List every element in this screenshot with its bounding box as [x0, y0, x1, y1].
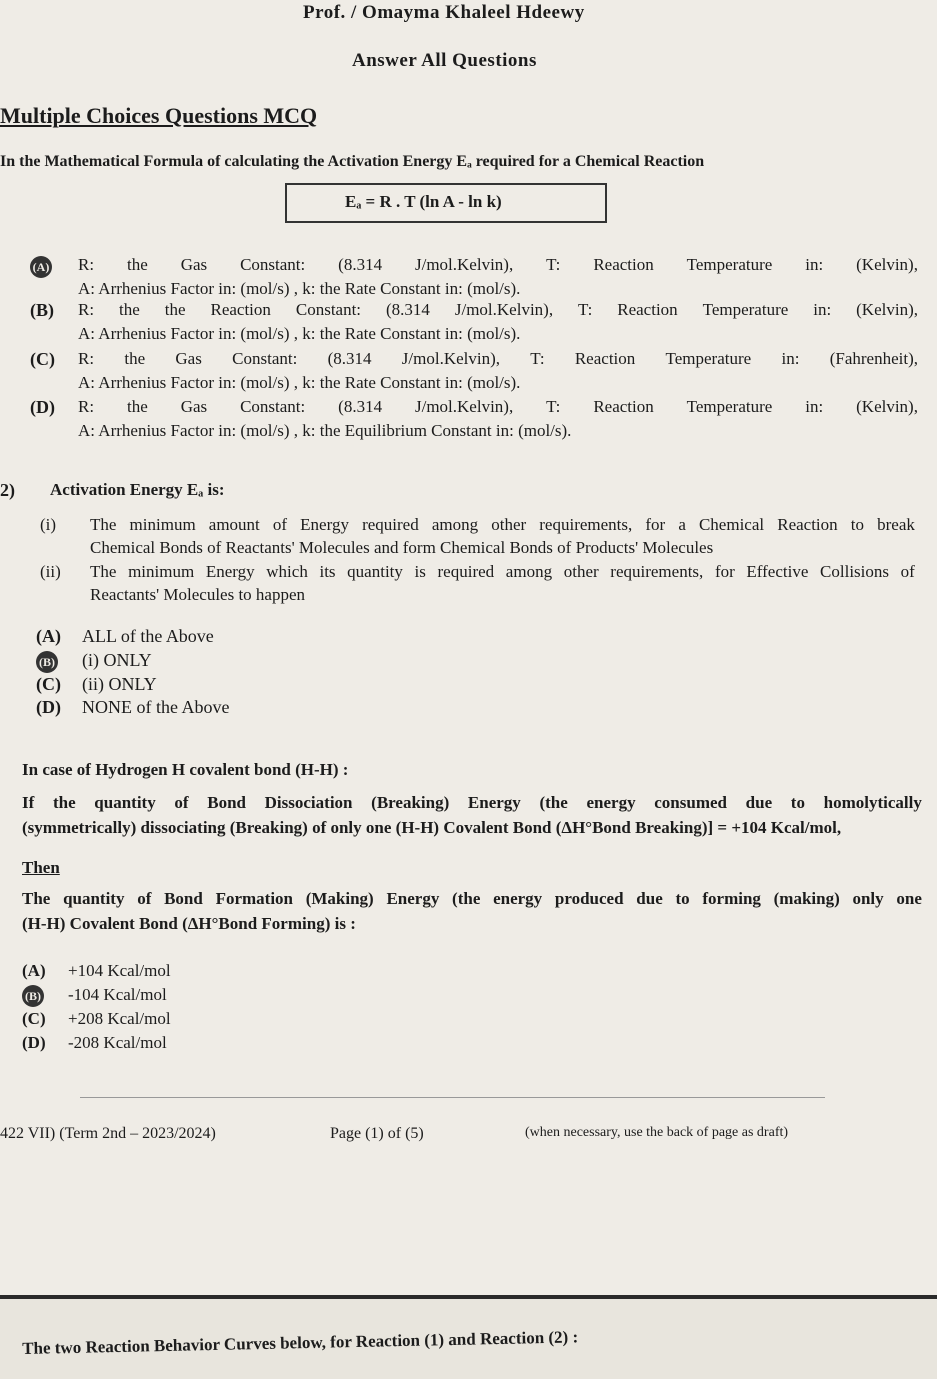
word: Effective — [746, 562, 809, 581]
q2-title: Activation Energy Eₐ is: — [50, 480, 225, 499]
word: to — [675, 889, 690, 908]
word: Dissociation — [264, 793, 353, 812]
option-line-1 — [78, 397, 918, 417]
option-word: R: — [78, 255, 95, 274]
option-letter: (C) — [36, 674, 61, 694]
word: minimum — [129, 515, 196, 534]
option-text: (ii) ONLY — [82, 674, 157, 694]
word: of — [174, 793, 189, 812]
option-word: J/mol.Kelvin), — [401, 349, 501, 368]
word: (Breaking) — [371, 793, 450, 812]
word: If — [22, 793, 35, 812]
statement-line-1 — [90, 515, 915, 535]
word: produced — [554, 889, 624, 908]
word: quantity — [347, 562, 403, 581]
option-letter — [36, 650, 82, 673]
selected-mark-icon: (B) — [36, 651, 58, 673]
word: its — [319, 562, 336, 581]
q3-paragraph-1-line-1 — [22, 793, 922, 813]
option-letter: (A) — [22, 961, 46, 980]
word: (making) — [773, 889, 840, 908]
option-word: (8.314 — [327, 349, 372, 368]
option-word: the — [126, 255, 148, 274]
word: due — [745, 793, 773, 812]
word: quantity — [94, 793, 156, 812]
word: break — [877, 515, 915, 534]
q3-paragraph-1-line-2: (symmetrically) dissociating (Breaking) of only one (H-H) Covalent Bond (ΔH°Bond Breaking)] = +104 Kcal/mol, — [22, 818, 842, 837]
word: energy — [493, 889, 543, 908]
statement-line-2: Chemical Bonds of Reactants' Molecules and form Chemical Bonds of Products' Molecules — [90, 538, 714, 557]
option-letter — [30, 255, 52, 278]
word: which — [266, 562, 308, 581]
option-letter — [22, 985, 68, 1007]
word: Energy — [467, 793, 521, 812]
option-word: Reaction — [617, 300, 678, 319]
q3-option-d[interactable] — [22, 1033, 167, 1053]
word: (the — [539, 793, 568, 812]
word: required — [362, 515, 419, 534]
q3-paragraph-2-line-1 — [22, 889, 922, 909]
option-word: in: — [805, 397, 824, 416]
option-word: (8.314 — [385, 300, 430, 319]
word: Bond — [207, 793, 246, 812]
option-line-1 — [78, 349, 918, 369]
option-word: Temperature — [686, 397, 773, 416]
word: consumed — [654, 793, 727, 812]
word: to — [790, 793, 805, 812]
option-word: R: — [78, 397, 95, 416]
option-word: the — [164, 300, 186, 319]
selected-mark-icon: (B) — [22, 985, 44, 1007]
word: is — [414, 562, 426, 581]
word: The — [90, 562, 117, 581]
word: homolytically — [823, 793, 922, 812]
option-word: the — [126, 397, 148, 416]
q3-paragraph-2-line-2: (H-H) Covalent Bond (ΔH°Bond Forming) is : — [22, 914, 356, 933]
professor-name: Prof. / Omayma Khaleel Hdeewy — [303, 2, 585, 23]
q2-number: 2) — [0, 480, 15, 500]
word: The — [90, 515, 117, 534]
option-text: ALL of the Above — [82, 626, 214, 646]
option-letter: (D) — [30, 397, 55, 417]
option-word: T: — [546, 255, 561, 274]
footer-page-number: Page (1) of (5) — [330, 1125, 424, 1142]
word: Chemical — [698, 515, 765, 534]
word: Formation — [215, 889, 293, 908]
word: only — [852, 889, 884, 908]
option-word: Gas — [180, 397, 208, 416]
option-word: Temperature — [665, 349, 752, 368]
option-line-2: A: Arrhenius Factor in: (mol/s) , k: the Rate Constant in: (mol/s). — [78, 324, 521, 343]
word: for — [714, 562, 735, 581]
word: Collisions — [820, 562, 889, 581]
option-word: in: — [813, 300, 832, 319]
option-word: T: — [578, 300, 593, 319]
option-line-2: A: Arrhenius Factor in: (mol/s) , k: the Equilibrium Constant in: (mol/s). — [78, 421, 572, 440]
option-text: (i) ONLY — [82, 650, 152, 670]
option-letter: (B) — [30, 300, 54, 320]
option-word: T: — [546, 397, 561, 416]
q3-then: Then — [22, 858, 60, 877]
selected-mark-icon: (A) — [30, 256, 52, 278]
option-word: J/mol.Kelvin), — [415, 397, 514, 416]
word: of — [137, 889, 152, 908]
option-word: in: — [805, 255, 824, 274]
word: (Making) — [305, 889, 374, 908]
option-word: J/mol.Kelvin), — [415, 255, 514, 274]
option-word: (Kelvin), — [856, 397, 918, 416]
option-word: J/mol.Kelvin), — [454, 300, 554, 319]
word: of — [900, 562, 915, 581]
word: other — [563, 562, 599, 581]
option-word: Constant: — [295, 300, 362, 319]
option-word: Constant: — [240, 255, 306, 274]
option-word: Reaction — [593, 255, 654, 274]
option-word: Constant: — [240, 397, 306, 416]
section-title: Multiple Choices Questions MCQ — [0, 103, 318, 128]
q2-option-c[interactable] — [36, 674, 157, 695]
word: a — [678, 515, 686, 534]
option-letter: (C) — [30, 349, 55, 369]
option-word: Reaction — [593, 397, 654, 416]
option-word: R: — [78, 300, 95, 319]
option-text: -104 Kcal/mol — [68, 985, 167, 1004]
word: one — [896, 889, 922, 908]
word: quantity — [63, 889, 125, 908]
activation-energy-formula: Eₐ = R . T (ln A - ln k) — [345, 192, 502, 211]
word: The — [22, 889, 51, 908]
option-line-1 — [78, 255, 918, 275]
word: (the — [452, 889, 481, 908]
q3-option-a[interactable] — [22, 961, 171, 981]
exam-page-2-top — [0, 1299, 937, 1379]
q3-option-b[interactable] — [22, 985, 167, 1007]
word: Bond — [164, 889, 203, 908]
option-word: (Kelvin), — [856, 300, 918, 319]
option-line-2: A: Arrhenius Factor in: (mol/s) , k: the Rate Constant in: (mol/s). — [78, 279, 521, 298]
word: among — [505, 562, 553, 581]
option-letter: (C) — [22, 1009, 46, 1028]
option-word: Reaction — [574, 349, 636, 368]
word: due — [636, 889, 663, 908]
word: among — [431, 515, 479, 534]
statement-marker: (ii) — [40, 562, 61, 581]
q1-stem: In the Mathematical Formula of calculating the Activation Energy Eₐ required for a Chemical Reaction — [0, 153, 705, 170]
word: Reaction — [777, 515, 838, 534]
word: other — [491, 515, 527, 534]
option-text: NONE of the Above — [82, 697, 230, 717]
statement-marker: (i) — [40, 515, 57, 534]
word: for — [645, 515, 666, 534]
option-word: (Fahrenheit), — [829, 349, 918, 368]
option-word: in: — [781, 349, 800, 368]
option-word: (8.314 — [338, 255, 383, 274]
option-word: the — [119, 300, 140, 319]
option-word: R: — [78, 349, 95, 368]
option-line-1 — [78, 300, 918, 320]
page-2-intro: The two Reaction Behavior Curves below, for Reaction (1) and Reaction (2) : — [22, 1327, 579, 1358]
option-line-2: A: Arrhenius Factor in: (mol/s) , k: the Rate Constant in: (mol/s). — [78, 373, 521, 392]
word: forming — [702, 889, 761, 908]
word: Energy — [205, 562, 255, 581]
q3-option-c[interactable] — [22, 1009, 171, 1029]
option-text: +104 Kcal/mol — [68, 961, 171, 980]
word: of — [272, 515, 288, 534]
footer-note: (when necessary, use the back of page as draft) — [525, 1125, 789, 1140]
option-word: Temperature — [686, 255, 773, 274]
word: required — [437, 562, 495, 581]
option-text: +208 Kcal/mol — [68, 1009, 171, 1028]
instruction-heading: Answer All Questions — [352, 50, 537, 71]
option-word: Gas — [180, 255, 208, 274]
option-text: -208 Kcal/mol — [68, 1033, 167, 1052]
footer-course: 422 VII) (Term 2nd – 2023/2024) — [0, 1125, 216, 1142]
q2-option-d[interactable] — [36, 697, 229, 718]
word: to — [850, 515, 864, 534]
footer-divider — [80, 1097, 825, 1098]
option-word: (8.314 — [338, 397, 383, 416]
word: the — [52, 793, 76, 812]
option-word: Constant: — [232, 349, 298, 368]
option-word: the — [124, 349, 146, 368]
word: minimum — [128, 562, 195, 581]
statement-line-2: Reactants' Molecules to happen — [90, 585, 306, 604]
option-letter: (D) — [36, 697, 61, 717]
q2-option-a[interactable] — [36, 626, 214, 647]
option-word: Gas — [175, 349, 202, 368]
option-word: (Kelvin), — [856, 255, 918, 274]
word: energy — [586, 793, 636, 812]
word: amount — [208, 515, 260, 534]
option-letter: (A) — [36, 626, 61, 646]
word: Energy — [386, 889, 440, 908]
option-word: Temperature — [702, 300, 789, 319]
option-word: T: — [530, 349, 545, 368]
word: Energy — [300, 515, 349, 534]
q3-title: In case of Hydrogen H covalent bond (H-H) : — [22, 760, 349, 779]
option-word: Reaction — [210, 300, 271, 319]
word: requirements, — [610, 562, 704, 581]
q2-option-b[interactable] — [36, 650, 152, 673]
word: requirements, — [539, 515, 633, 534]
option-letter: (D) — [22, 1033, 46, 1052]
statement-line-1 — [90, 562, 915, 582]
